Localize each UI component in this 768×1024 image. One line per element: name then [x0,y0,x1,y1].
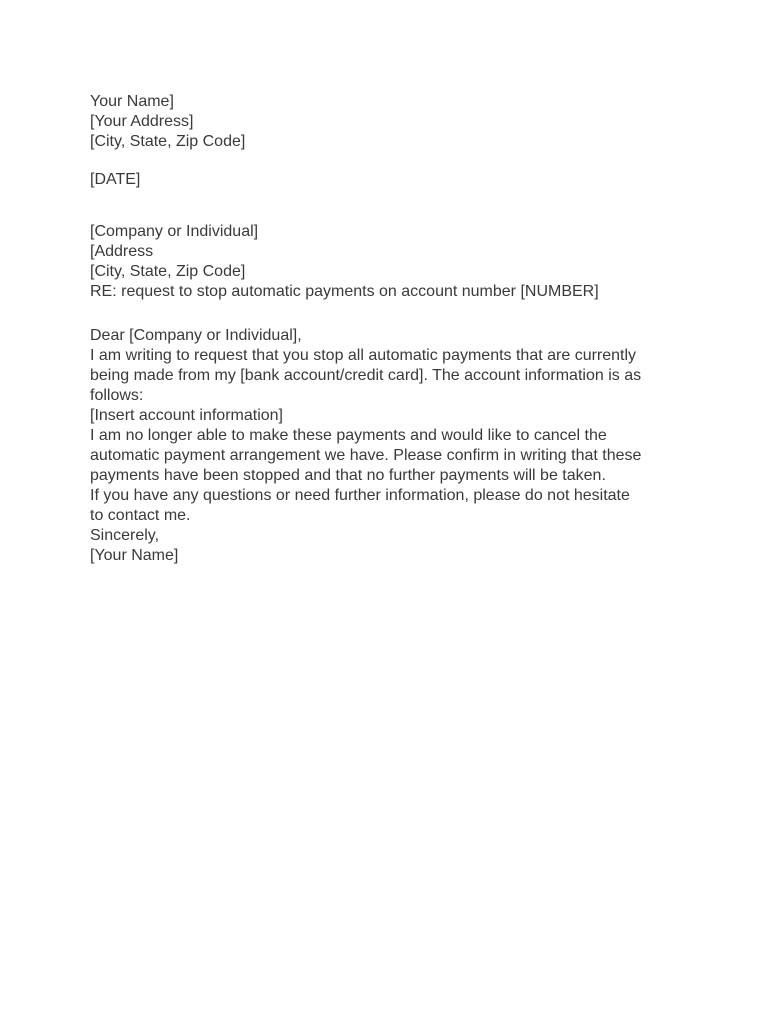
sender-address: [Your Address] [90,113,194,130]
paragraph-3-line: If you have any questions or need further information, please do not hesitate [90,487,630,504]
recipient-name: [Company or Individual] [90,223,259,240]
recipient-address: [Address [90,243,154,260]
recipient-city-state-zip: [City, State, Zip Code] [90,263,246,280]
paragraph-2-line: I am no longer able to make these payments and would like to cancel the [90,427,607,444]
account-info-placeholder: [Insert account information] [90,407,283,424]
paragraph-3-line: to contact me. [90,507,191,524]
re-line: RE: request to stop automatic payments on account number [NUMBER] [90,283,599,300]
sender-city-state-zip: [City, State, Zip Code] [90,133,246,150]
paragraph-1-line: follows: [90,387,144,404]
date-block [90,170,690,190]
letter-body [90,92,690,566]
salutation: Dear [Company or Individual], [90,327,302,344]
closing: Sincerely, [90,527,160,544]
paragraph-2-line: payments have been stopped and that no further payments will be taken. [90,467,606,484]
body-block [90,326,690,566]
signature: [Your Name] [90,547,179,564]
sender-name: Your Name] [90,93,174,110]
paragraph-1-line: being made from my [bank account/credit card]. The account information is as [90,367,642,384]
paragraph-1-line: I am writing to request that you stop all automatic payments that are currently [90,347,637,364]
letter-date: [DATE] [90,171,141,188]
paragraph-2-line: automatic payment arrangement we have. Please confirm in writing that these [90,447,642,464]
recipient-block [90,222,690,302]
sender-block [90,92,690,152]
